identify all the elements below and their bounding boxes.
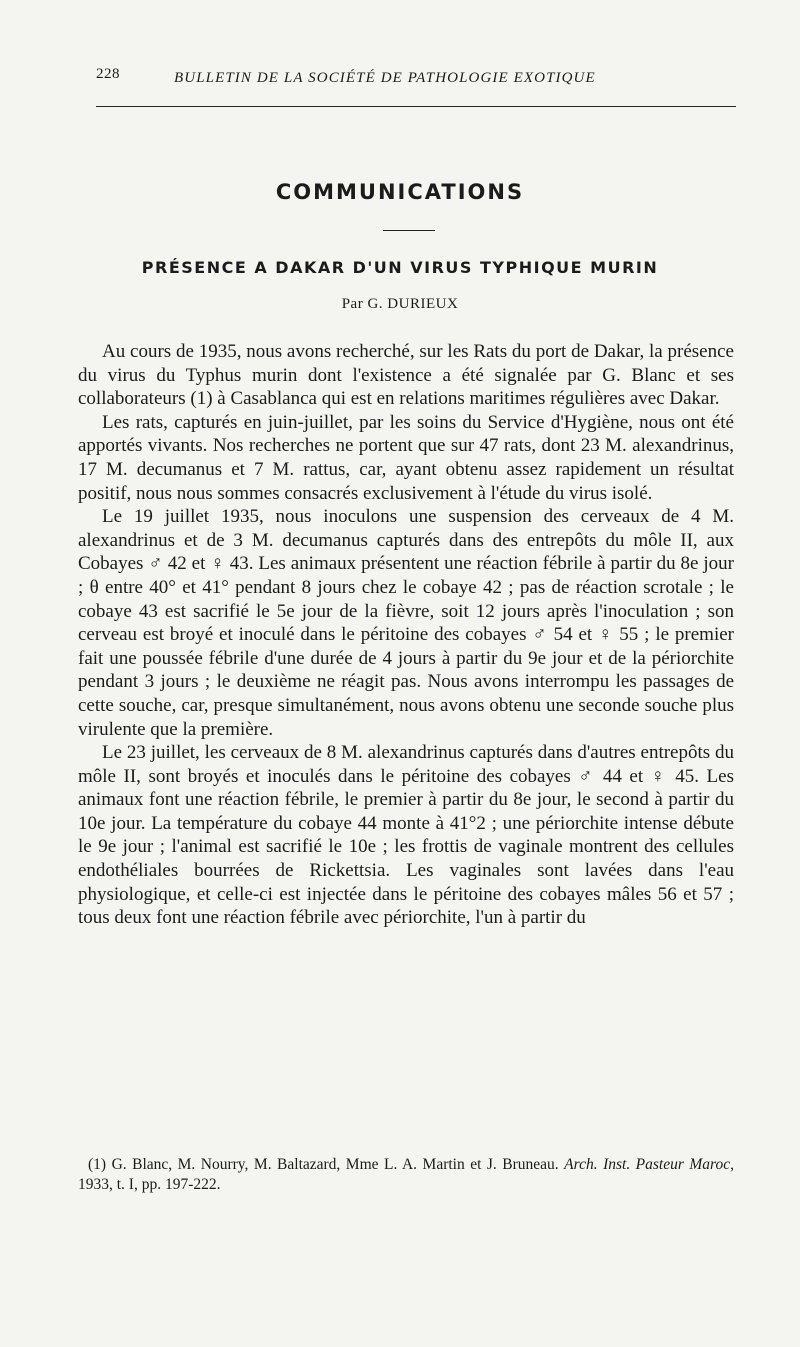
running-header	[96, 66, 736, 107]
article-byline: Par G. DURIEUX	[341, 296, 459, 312]
article-body	[78, 340, 734, 930]
footnote	[78, 1155, 734, 1195]
article-title: PRÉSENCE A DAKAR D'UN VIRUS TYPHIQUE MURIN	[141, 258, 659, 277]
heading-divider	[383, 230, 435, 231]
section-heading: COMMUNICATIONS	[275, 180, 525, 204]
paragraph-1: Au cours de 1935, nous avons recherché, sur les Rats du port de Dakar, la présence du virus du Typhus murin dont l'existence a été signalée par G. Blanc et ses collaborateurs (1) à Casablanca qui est en relations maritimes régulières avec Dakar.	[78, 341, 734, 410]
footnote-marker: (1)	[88, 1156, 107, 1173]
paragraph-3: Le 19 juillet 1935, nous inoculons une suspension des cerveaux de 4 M. alexandrinus et de 3 M. decumanus capturés dans des entrepôts du môle II, aux Cobayes ♂ 42 et ♀ 43. Les animaux présentent une réaction fébrile à partir du 8e jour ; θ entre 40° et 41° pendant 8 jours chez le cobaye 42 ; pas de réaction scrotale ; le cobaye 43 est sacrifié le 5e jour de la fièvre, soit 12 jours après l'inoculation ; son cerveau est broyé et inoculé dans le péritoine des cobayes ♂ 54 et ♀ 55 ; le premier fait une poussée fébrile d'une durée de 4 jours à partir du 9e jour et de la périorchite pendant 3 jours ; le deuxième ne réagit pas. Nous avons interrompu les passages de cette souche, car, presque simultanément, nous avons obtenu une seconde souche plus virulente que la première.	[78, 506, 734, 740]
paragraph-4: Le 23 juillet, les cerveaux de 8 M. alexandrinus capturés dans d'autres entrepôts du môle II, sont broyés et inoculés dans le péritoine des cobayes ♂ 44 et ♀ 45. Les animaux font une réaction fébrile, le premier à partir du 8e jour, le second à partir du 10e jour. La température du cobaye 44 monte à 41°2 ; une périorchite intense débute le 9e jour ; l'animal est sacrifié le 10e ; les frottis de vaginale montrent des cellules endothéliales bourrées de Rickettsia. Les vaginales sont lavées dans l'eau physiologique, et celle-ci est injectée dans le péritoine des cobayes mâles 56 et 57 ; tous deux font une réaction fébrile avec périorchite, l'un à partir du	[78, 742, 734, 929]
journal-title: BULLETIN DE LA SOCIÉTÉ DE PATHOLOGIE EXOTIQUE	[174, 70, 596, 86]
paragraph-2: Les rats, capturés en juin-juillet, par les soins du Service d'Hygiène, nous ont été apportés vivants. Nos recherches ne portent que sur 47 rats, dont 23 M. alexandrinus, 17 M. decumanus et 7 M. rattus, car, ayant obtenu assez rapidement un résultat positif, nous nous sommes consacrés exclusivement à l'étude du virus isolé.	[78, 411, 734, 504]
page-number: 228	[96, 66, 120, 82]
footnote-journal: Arch. Inst. Pasteur Maroc,	[564, 1156, 735, 1173]
footnote-authors: G. Blanc, M. Nourry, M. Baltazard, Mme L. A. Martin et J. Bruneau.	[111, 1156, 559, 1173]
footnote-details: 1933, t. I, pp. 197-222.	[78, 1176, 221, 1193]
